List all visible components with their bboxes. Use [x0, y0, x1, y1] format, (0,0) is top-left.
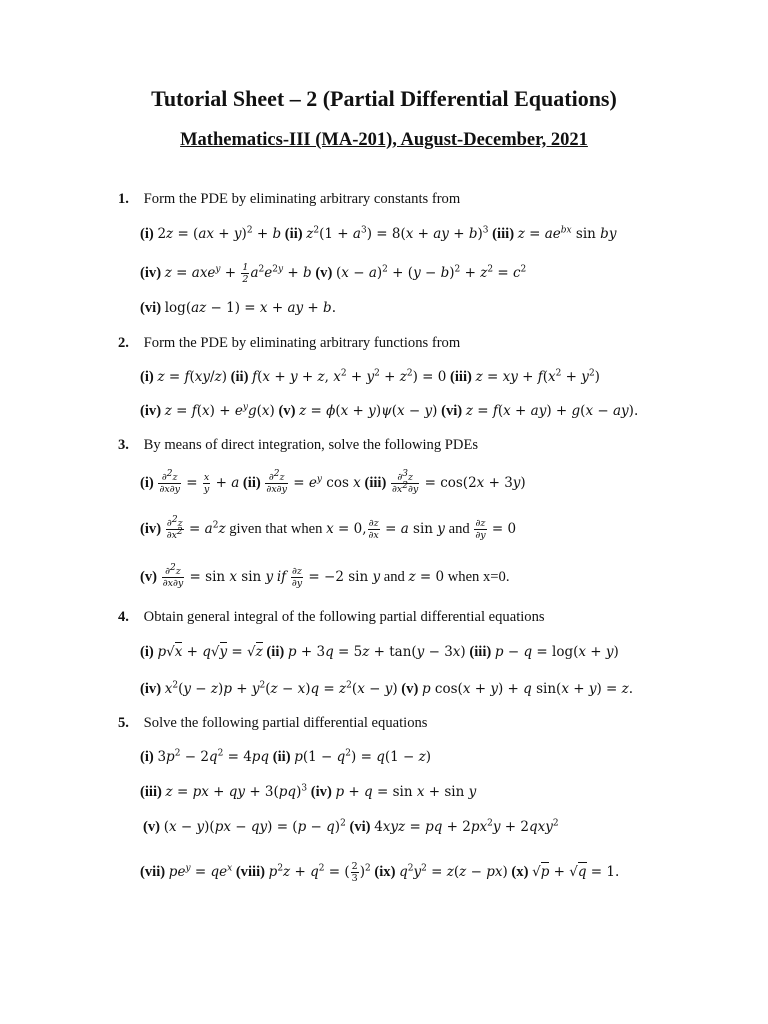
q1-row-1: (i) 2z = (ax + y)$^2$ + b (ii) $z^2(1 + a^3) = 8(x$ + ay + b)$^3$ (iii) $z = ae^{bx}$ sin by [140, 225, 617, 242]
part-label: (vi) [349, 819, 371, 835]
q1-row-2: (iv) z = axe$^y$ + $\frac{1}{2}$ $a^2e^{2y} + b$ (v) $(x - a)^2 + (y - b)^2 + z^2 = c^2$ [140, 262, 527, 285]
text: and [448, 521, 470, 537]
part-label: (v) [278, 403, 296, 419]
question-text: By means of direct integration, solve the following PDEs [143, 437, 479, 453]
q1-row-3: (vi) log(az − 1) = x + ay + b. [140, 300, 336, 316]
question-text: Solve the following partial differential equations [143, 715, 428, 731]
part-label: (i) [140, 644, 154, 660]
page-title: Tutorial Sheet – 2 (Partial Differential Equations) [151, 86, 617, 111]
part-label: (iv) [140, 403, 162, 419]
part-label: (i) [140, 226, 154, 242]
part-label: (x) [511, 864, 529, 880]
part-label: (ii) [272, 749, 291, 765]
q5-row-4: (vii) $pe^y = qe^x$ (viii) $p^2z + q^2$ = ( $\frac{2}{3}$ )$^2$ (ix) $q^2y^2 = z(z - px)$ (x) √p + √q = 1. [140, 861, 620, 884]
question-number: 2. [118, 335, 129, 351]
part-label: (ii) [266, 644, 285, 660]
part-label: (ii) [284, 226, 303, 242]
part-label: (ii) [242, 475, 261, 491]
question-1 [118, 191, 460, 208]
part-label: (i) [140, 475, 154, 491]
part-label: (iv) [140, 681, 162, 697]
part-label: (vi) [441, 403, 463, 419]
question-4 [118, 609, 545, 626]
q3-row-2: (iv) $\frac{\partial^2z}{\partial x^2}$ = $a^2z$ given that when x = 0, $\frac{\partial z}{\partial x}$ = a sin y and $\frac{\partial z}{\partial y}$ = 0 [140, 514, 517, 541]
question-number: 1. [118, 191, 129, 207]
part-label: (ii) [230, 369, 249, 385]
q4-row-1: (i) p√x + q√y = √z (ii) p + 3q = 5z + tan(y − 3x) (iii) p − q = log(x + y) [140, 644, 619, 660]
text: when x=0. [447, 569, 510, 585]
text: if [276, 569, 287, 585]
part-label: (iv) [310, 784, 332, 800]
question-3 [118, 437, 478, 454]
part-label: (iv) [140, 521, 162, 537]
part-label: (iii) [450, 369, 472, 385]
part-label: (iii) [492, 226, 515, 242]
part-label: (v) [140, 569, 158, 585]
q3-row-1: (i) $\frac{\partial^2z}{\partial x\partial y}$ = $\frac{x}{y}$ + a (ii) $\frac{\partial^2z}{\partial x\partial y}$ = $e^y$ cos x (iii) $\frac{\partial^3z}{\partial x^2\partial y}$ = cos(2x + 3y) [140, 468, 526, 495]
part-label: (v) [143, 819, 161, 835]
q3-row-3: (v) $\frac{\partial^2z}{\partial x\partial y}$ = sin x sin y if $\frac{\partial z}{\partial y}$ = −2 sin y and z = 0 when x=0. [140, 562, 510, 589]
part-label: (i) [140, 749, 154, 765]
text: given that when [229, 521, 323, 537]
q5-row-1: (i) $3p^2 - 2q^2 = 4pq$ (ii) $p(1 - q^2) = q(1 - z)$ [140, 748, 432, 765]
text: and [383, 569, 405, 585]
q2-row-1: (i) z = f(xy/z) (ii) f(x + y + z, $x^2 + y^2 + z^2) = 0$ (iii) z = xy + $f(x^2 + y^2)$ [140, 368, 600, 385]
part-label: (i) [140, 369, 154, 385]
page-subtitle: Mathematics-III (MA-201), August-December, 2021 [180, 130, 588, 150]
question-text: Obtain general integral of the following partial differential equations [143, 609, 545, 625]
question-5 [118, 715, 428, 732]
q4-row-2: (iv) $x^2(y - z)p + y^2(z - x)q = z^2(x - y)$ (v) p cos(x + y) + q sin(x + y) = z. [140, 680, 634, 697]
part-label: (iii) [140, 784, 162, 800]
question-number: 4. [118, 609, 129, 625]
q5-row-3: (v) $(x - y)(px - qy) = (p - q)^2$ (vi) 4xyz = pq + $2px^2y + 2qxy^2$ [143, 818, 559, 835]
part-label: (ix) [374, 864, 396, 880]
q5-row-2: (iii) z = px + qy + 3(pq)$^3$ (iv) p + q = sin x + sin y [140, 783, 477, 800]
q2-row-2: (iv) $z = f(x) + e^yg(x)$ (v) z = ϕ(x + y)ψ(x − y) (vi) z = f(x + ay) + g(x − ay). [140, 402, 639, 419]
part-label: (vii) [140, 864, 166, 880]
part-label: (iii) [364, 475, 387, 491]
question-text: Form the PDE by eliminating arbitrary functions from [143, 335, 461, 351]
question-number: 5. [118, 715, 129, 731]
part-label: (viii) [235, 864, 265, 880]
part-label: (iv) [140, 265, 162, 281]
question-2 [118, 335, 460, 352]
part-label: (v) [315, 265, 333, 281]
part-label: (iii) [469, 644, 492, 660]
part-label: (vi) [140, 300, 162, 316]
question-number: 3. [118, 437, 129, 453]
question-text: Form the PDE by eliminating arbitrary constants from [143, 191, 461, 207]
part-label: (v) [401, 681, 419, 697]
